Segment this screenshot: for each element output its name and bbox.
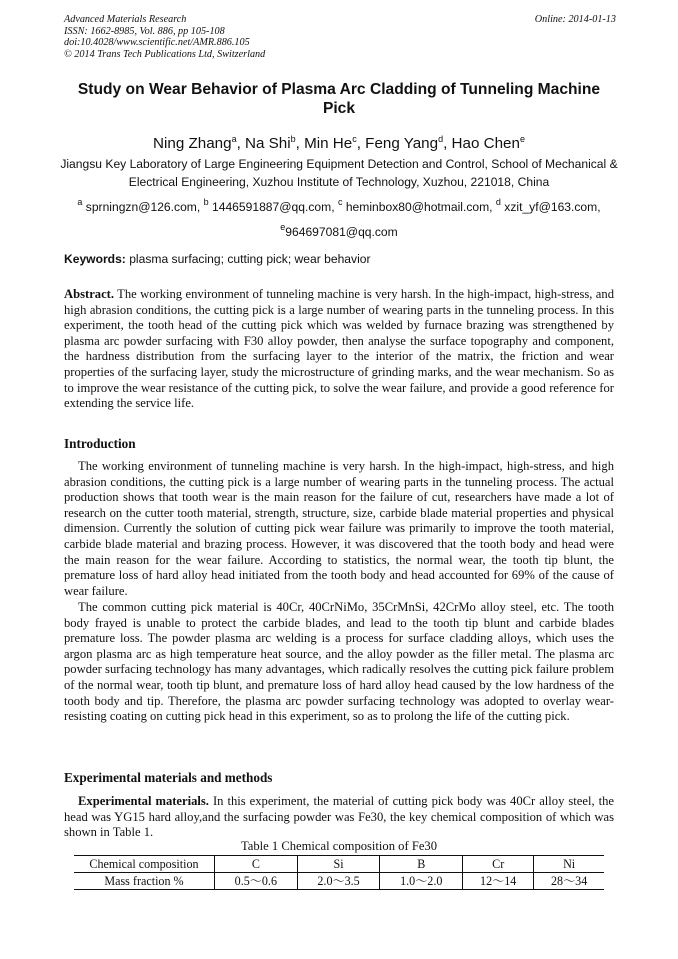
copyright-line: © 2014 Trans Tech Publications Ltd, Switzerland (64, 48, 266, 60)
author-sup: b (290, 134, 296, 144)
methods-paragraph (64, 794, 614, 841)
abstract-text: The working environment of tunneling machine is very harsh. In the high-impact, high-stress, and high abrasion conditions, the cutting pick is a large number of wearing parts in the tunneling process. In this experiment, the tooth head of the cutting pick which was welded by furnace brazing was strengthened by plasma arc powder surfacing with F30 alloy powder, then analyse the surface topography and component, the hardness distribution from the surfacing layer to the interior of the matrix, the friction and wear properties of the surfacing layer, study the microstructure of grinding marks, and the wear mechanism. So as to improve the wear resistance of the cutting pick, to solve the wear failure, and provide a good reference for extending the service life. (64, 287, 614, 411)
methods-heading: Experimental materials and methods (64, 770, 273, 785)
table-cell: Ni (534, 856, 604, 873)
author-name: Hao Chen (451, 135, 520, 152)
table-row (74, 873, 604, 890)
introduction-heading: Introduction (64, 436, 136, 451)
table-cell: Chemical composition (74, 856, 215, 873)
email-link[interactable]: heminbox80@hotmail.com (345, 200, 490, 214)
table-cell: 2.0～3.5 (297, 873, 380, 890)
email-sup: b (203, 197, 209, 207)
table-caption: Table 1 Chemical composition of Fe30 (240, 839, 438, 853)
email-link[interactable]: sprningzn@126.com (85, 200, 197, 214)
table-cell: 1.0～2.0 (380, 873, 463, 890)
email-sup: e (280, 222, 286, 232)
author-name: Min He (304, 135, 353, 152)
affiliation: Jiangsu Key Laboratory of Large Engineering Equipment Detection and Control, School of Mechanical & Electrical Engineering, Xuzhou Institute of Technology, Xuzhou, 221018, China (60, 157, 618, 189)
author (452, 135, 525, 152)
table-header-row (74, 856, 604, 873)
email-link[interactable]: 964697081@qq.com (285, 225, 398, 239)
table-cell: Si (297, 856, 380, 873)
paper-title: Study on Wear Behavior of Plasma Arc Cladding of Tunneling Machine Pick (77, 81, 601, 117)
email-link[interactable]: 1446591887@qq.com (212, 200, 332, 214)
keywords-text: plasma surfacing; cutting pick; wear behavior (125, 252, 371, 266)
author: Ning Zhang$^a$, (153, 134, 246, 152)
table-cell: 0.5～0.6 (215, 873, 298, 890)
materials-text: In this experiment, the material of cutting pick body was 40Cr alloy steel, the head was YG15 hard alloy,and the surfacing powder was Fe30, the key chemical composition of which was shown in Table 1. (64, 794, 615, 840)
table-cell: Cr (463, 856, 534, 873)
materials-label: Experimental materials. (78, 794, 209, 808)
author-name: Feng Yang (365, 135, 439, 152)
issn-line: ISSN: 1662-8985, Vol. 886, pp 105-108 (64, 25, 225, 37)
author-sup: e (519, 134, 525, 144)
introduction-paragraph-2: The common cutting pick material is 40Cr, 40CrNiMo, 35CrMnSi, 42CrMo alloy steel, etc. The tooth body frayed is unable to protect the carbide blades, and lead to the tooth tip blunt and carbide blades premature loss. The powder plasma arc welding is a process for surface cladding alloys, which uses the argon plasma arc as high temperature heat source, and the alloy powder as the filler metal. The plasma arc powder surfacing technology has many advantages, which radically resolves the cutting pick failure problem of the normal wear, tooth tip blunt, and premature loss of hard alloy head caused by the low hardness of the tooth body and tip. Therefore, the plasma arc powder surfacing technology was adopted to overlay wear-resisting coating on cutting pick head in this experiment, so as to prolong the life of the cutting pick. (64, 600, 614, 724)
author-name: Ning Zhang (153, 135, 232, 152)
table-cell: B (380, 856, 463, 873)
email-sup: c (337, 197, 343, 207)
composition-table (74, 855, 604, 890)
author: Min He$^c$, (304, 134, 366, 152)
email-list: $^a$ sprningzn@126.com, $^b$ 1446591887@qq.com, $^c$ heminbox80@hotmail.com, $^d$ xzit_yf@163.com, $^e$964697081@qq.com (77, 197, 601, 239)
email-sup: d (495, 197, 501, 207)
abstract (64, 287, 614, 412)
table-cell: 12～14 (463, 873, 534, 890)
email-link[interactable]: xzit_yf@163.com (504, 200, 598, 214)
online-date: Online: 2014-01-13 (534, 14, 616, 25)
introduction-paragraph-1: The working environment of tunneling machine is very harsh. In the high-impact, high-stress, and high abrasion conditions, the cutting pick is a large number of wearing parts in the tunneling process. The actual production shows that tooth wear is the main reason for the failure of cut, researchers have made a lot of research on the cutter tooth material, strength, structure, size, carbide blade material properties and physical dimension. Currently the solution of cutting pick wear failure was primarily to improve the tooth material, carbide blade material and brazing process. However, it was discovered that the tooth body and head were the main reason for the wear failure. According to statistics, the normal wear, the tooth tip blunt, the premature loss of hard alloy head initiated from the tooth body and head accounted for 69% of the cause of wear failure. (64, 459, 614, 598)
table-cell: 28～34 (534, 873, 604, 890)
email-sup: a (77, 197, 83, 207)
keywords (64, 251, 614, 267)
author: Feng Yang$^d$, (365, 134, 452, 152)
author-sup: c (352, 134, 357, 144)
journal-header (64, 14, 616, 60)
author-name: Na Shi (245, 135, 291, 152)
keywords-label: Keywords: (64, 252, 126, 266)
table-cell: C (215, 856, 298, 873)
doi-line: doi:10.4028/www.scientific.net/AMR.886.105 (64, 37, 250, 49)
abstract-label: Abstract. (64, 287, 115, 301)
table-cell: Mass fraction % (74, 873, 215, 890)
journal-name: Advanced Materials Research (64, 14, 187, 25)
author-sup: d (438, 134, 444, 144)
author-sup: a (231, 134, 237, 144)
author-list (60, 129, 618, 154)
author: Na Shi$^b$, (245, 134, 305, 152)
